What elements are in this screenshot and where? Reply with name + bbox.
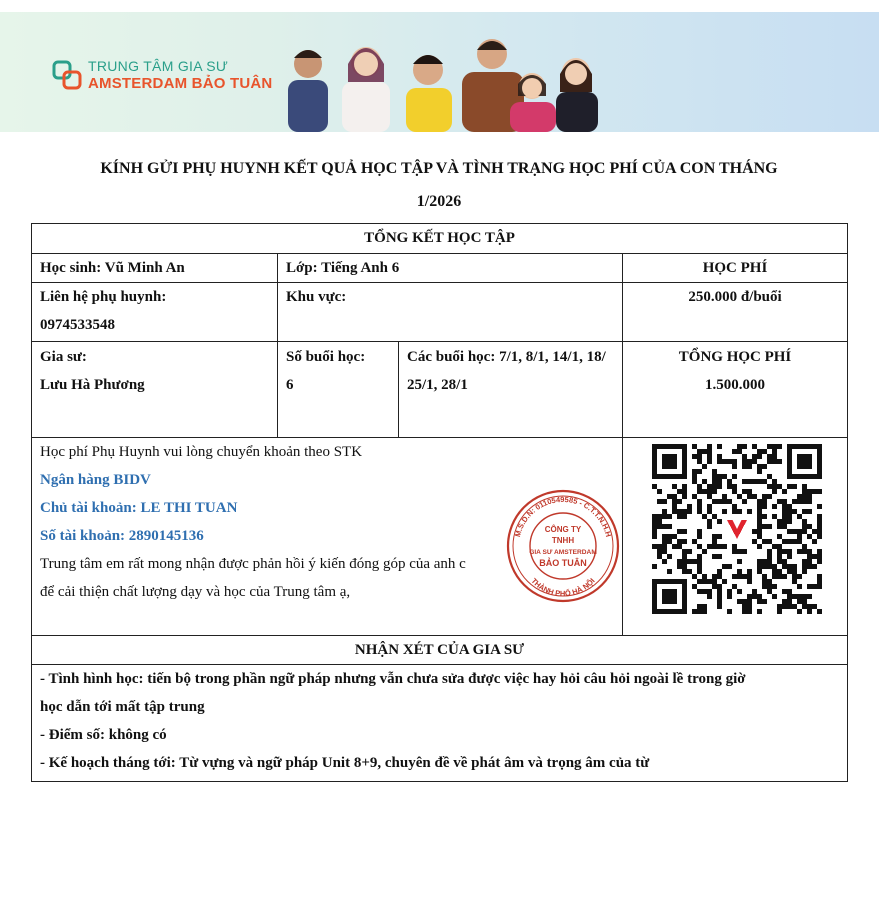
- stamp-inner-4: BẢO TUÂN: [539, 558, 587, 568]
- center-logo-icon: [52, 60, 82, 90]
- review-item-progress-cont: học dẫn tới mất tập trung: [40, 699, 205, 715]
- parent-contact-label: Liên hệ phụ huynh:: [40, 289, 167, 305]
- stamp-inner-1: CÔNG TY: [544, 525, 582, 534]
- company-stamp: [505, 488, 621, 604]
- logo-title: TRUNG TÂM GIA SƯ: [88, 58, 229, 74]
- document-title-month: 1/2026: [416, 193, 462, 210]
- document-title: KÍNH GỬI PHỤ HUYNH KẾT QUẢ HỌC TẬP VÀ TÌNH TRẠNG HỌC PHÍ CỦA CON THÁNG: [100, 160, 778, 177]
- feedback-line-2: để cải thiện chất lượng dạy và học của Trung tâm ạ,: [40, 584, 351, 600]
- class-name: Lớp: Tiếng Anh 6: [278, 254, 623, 283]
- fee-per-session: 250.000 đ/buổi: [623, 283, 848, 342]
- area-label: Khu vực:: [278, 283, 623, 342]
- total-fee-value: 1.500.000: [705, 377, 766, 393]
- sessions-count: 6: [286, 377, 294, 393]
- feedback-line-1: Trung tâm em rất mong nhận được phản hồi ý kiến đóng góp của anh c: [40, 556, 466, 572]
- logo-name: AMSTERDAM BẢO TUÂN: [88, 75, 273, 92]
- review-item-score: - Điểm số: không có: [40, 727, 167, 743]
- stamp-inner-2: TNHH: [551, 536, 575, 545]
- stamp-bottom-text: THÀNH PHỐ HÀ NỘI: [529, 576, 597, 599]
- tutor-label: Gia sư:: [40, 349, 87, 365]
- stamp-outer-text: M.S.D.N: 0110549585 - C.T.T.N.H.H: [512, 494, 614, 538]
- payment-instruction: Học phí Phụ Huynh vui lòng chuyển khoản theo STK: [40, 444, 363, 460]
- account-number: Số tài khoản: 2890145136: [40, 528, 204, 544]
- bank-name: Ngân hàng BIDV: [40, 472, 151, 488]
- sessions-cell: [278, 342, 399, 438]
- sessions-label: Số buổi học:: [286, 349, 366, 365]
- tutor-name: Lưu Hà Phương: [40, 377, 145, 393]
- total-fee-label: TỔNG HỌC PHÍ: [678, 349, 792, 365]
- review-content: [32, 665, 848, 782]
- review-item-progress: - Tình hình học: tiến bộ trong phần ngữ pháp nhưng vẫn chưa sửa được việc hay hỏi câu hỏi ngoài lề trong giờ: [40, 671, 746, 687]
- parent-phone: 0974533548: [40, 317, 115, 333]
- header-banner: [0, 12, 879, 132]
- payment-qr-code: [652, 443, 822, 615]
- review-item-plan: - Kế hoạch tháng tới: Từ vựng và ngữ pháp Unit 8+9, chuyên đề về phát âm và trọng âm của từ: [40, 755, 650, 771]
- session-dates-line2: 25/1, 28/1: [407, 377, 468, 393]
- tutor-cell: [32, 342, 278, 438]
- parent-contact-cell: [32, 283, 278, 342]
- account-holder: Chủ tài khoản: LE THI TUAN: [40, 500, 238, 516]
- session-dates-line1: Các buổi học: 7/1, 8/1, 14/1, 18/: [407, 349, 606, 365]
- student-name: Học sinh: Vũ Minh An: [32, 254, 278, 283]
- summary-header: TỔNG KẾT HỌC TẬP: [32, 224, 848, 254]
- fee-header: HỌC PHÍ: [623, 254, 848, 283]
- total-fee-cell: [623, 342, 848, 438]
- session-dates-cell: [399, 342, 623, 438]
- banner-people-illustration: [270, 12, 610, 132]
- stamp-inner-3: GIA SƯ AMSTERDAM: [529, 549, 597, 556]
- review-header: NHẬN XÉT CỦA GIA SƯ: [32, 636, 848, 665]
